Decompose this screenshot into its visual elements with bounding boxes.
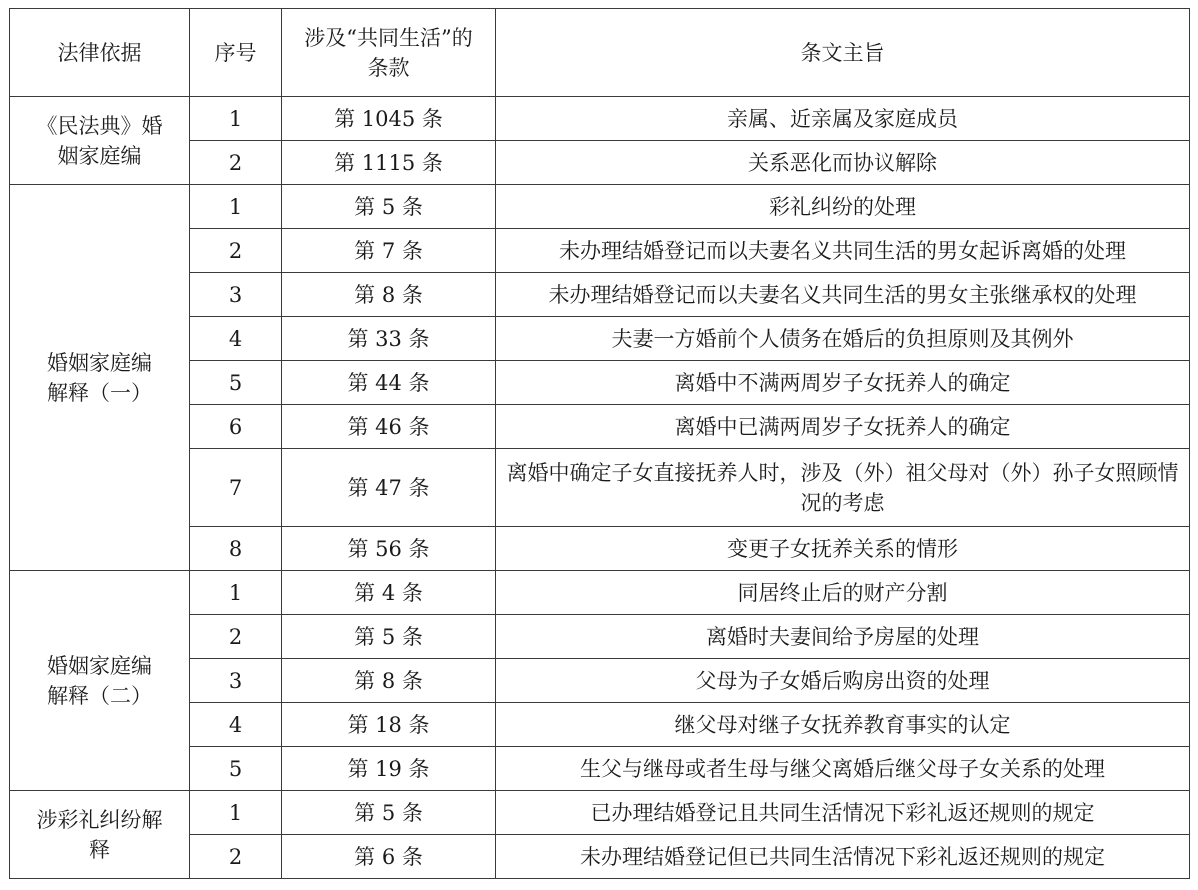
row-number: 8	[190, 527, 282, 571]
row-number: 2	[190, 229, 282, 273]
row-number: 4	[190, 317, 282, 361]
summary-cell: 离婚中不满两周岁子女抚养人的确定	[496, 361, 1190, 405]
row-number: 1	[190, 185, 282, 229]
row-number: 2	[190, 141, 282, 185]
table-row	[10, 571, 1190, 615]
row-number: 3	[190, 273, 282, 317]
row-number: 1	[190, 97, 282, 141]
summary-cell: 变更子女抚养关系的情形	[496, 527, 1190, 571]
summary-cell: 同居终止后的财产分割	[496, 571, 1190, 615]
header-basis: 法律依据	[10, 9, 190, 97]
summary-cell: 已办理结婚登记且共同生活情况下彩礼返还规则的规定	[496, 791, 1190, 835]
article-cell: 第 47 条	[282, 449, 496, 527]
basis-cell: 《民法典》婚姻家庭编	[10, 97, 190, 185]
summary-cell: 亲属、近亲属及家庭成员	[496, 97, 1190, 141]
row-number: 5	[190, 361, 282, 405]
header-number: 序号	[190, 9, 282, 97]
table-row	[10, 185, 1190, 229]
table-row	[10, 791, 1190, 835]
article-cell: 第 46 条	[282, 405, 496, 449]
row-number: 6	[190, 405, 282, 449]
article-cell: 第 6 条	[282, 835, 496, 879]
article-cell: 第 5 条	[282, 791, 496, 835]
article-cell: 第 7 条	[282, 229, 496, 273]
row-number: 2	[190, 835, 282, 879]
table-row	[10, 97, 1190, 141]
header-article: 涉及“共同生活”的条款	[282, 9, 496, 97]
basis-cell: 婚姻家庭编解释（一）	[10, 185, 190, 571]
summary-cell: 夫妻一方婚前个人债务在婚后的负担原则及其例外	[496, 317, 1190, 361]
row-number: 5	[190, 747, 282, 791]
statute-table	[9, 8, 1190, 879]
summary-cell: 继父母对继子女抚养教育事实的认定	[496, 703, 1190, 747]
article-cell: 第 4 条	[282, 571, 496, 615]
summary-cell: 生父与继母或者生母与继父离婚后继父母子女关系的处理	[496, 747, 1190, 791]
article-cell: 第 33 条	[282, 317, 496, 361]
row-number: 1	[190, 791, 282, 835]
row-number: 1	[190, 571, 282, 615]
header-summary: 条文主旨	[496, 9, 1190, 97]
summary-cell: 未办理结婚登记而以夫妻名义共同生活的男女主张继承权的处理	[496, 273, 1190, 317]
article-cell: 第 8 条	[282, 273, 496, 317]
article-cell: 第 19 条	[282, 747, 496, 791]
row-number: 3	[190, 659, 282, 703]
summary-cell: 未办理结婚登记而以夫妻名义共同生活的男女起诉离婚的处理	[496, 229, 1190, 273]
article-cell: 第 1115 条	[282, 141, 496, 185]
summary-cell: 父母为子女婚后购房出资的处理	[496, 659, 1190, 703]
basis-cell: 涉彩礼纠纷解释	[10, 791, 190, 879]
article-cell: 第 5 条	[282, 615, 496, 659]
summary-cell: 离婚时夫妻间给予房屋的处理	[496, 615, 1190, 659]
article-cell: 第 1045 条	[282, 97, 496, 141]
basis-cell: 婚姻家庭编解释（二）	[10, 571, 190, 791]
row-number: 2	[190, 615, 282, 659]
header-row	[10, 9, 1190, 97]
row-number: 4	[190, 703, 282, 747]
article-cell: 第 44 条	[282, 361, 496, 405]
article-cell: 第 5 条	[282, 185, 496, 229]
article-cell: 第 56 条	[282, 527, 496, 571]
article-cell: 第 8 条	[282, 659, 496, 703]
summary-cell: 离婚中已满两周岁子女抚养人的确定	[496, 405, 1190, 449]
article-cell: 第 18 条	[282, 703, 496, 747]
summary-cell: 未办理结婚登记但已共同生活情况下彩礼返还规则的规定	[496, 835, 1190, 879]
summary-cell: 彩礼纠纷的处理	[496, 185, 1190, 229]
summary-cell: 离婚中确定子女直接抚养人时，涉及（外）祖父母对（外）孙子女照顾情况的考虑	[496, 449, 1190, 527]
row-number: 7	[190, 449, 282, 527]
summary-cell: 关系恶化而协议解除	[496, 141, 1190, 185]
